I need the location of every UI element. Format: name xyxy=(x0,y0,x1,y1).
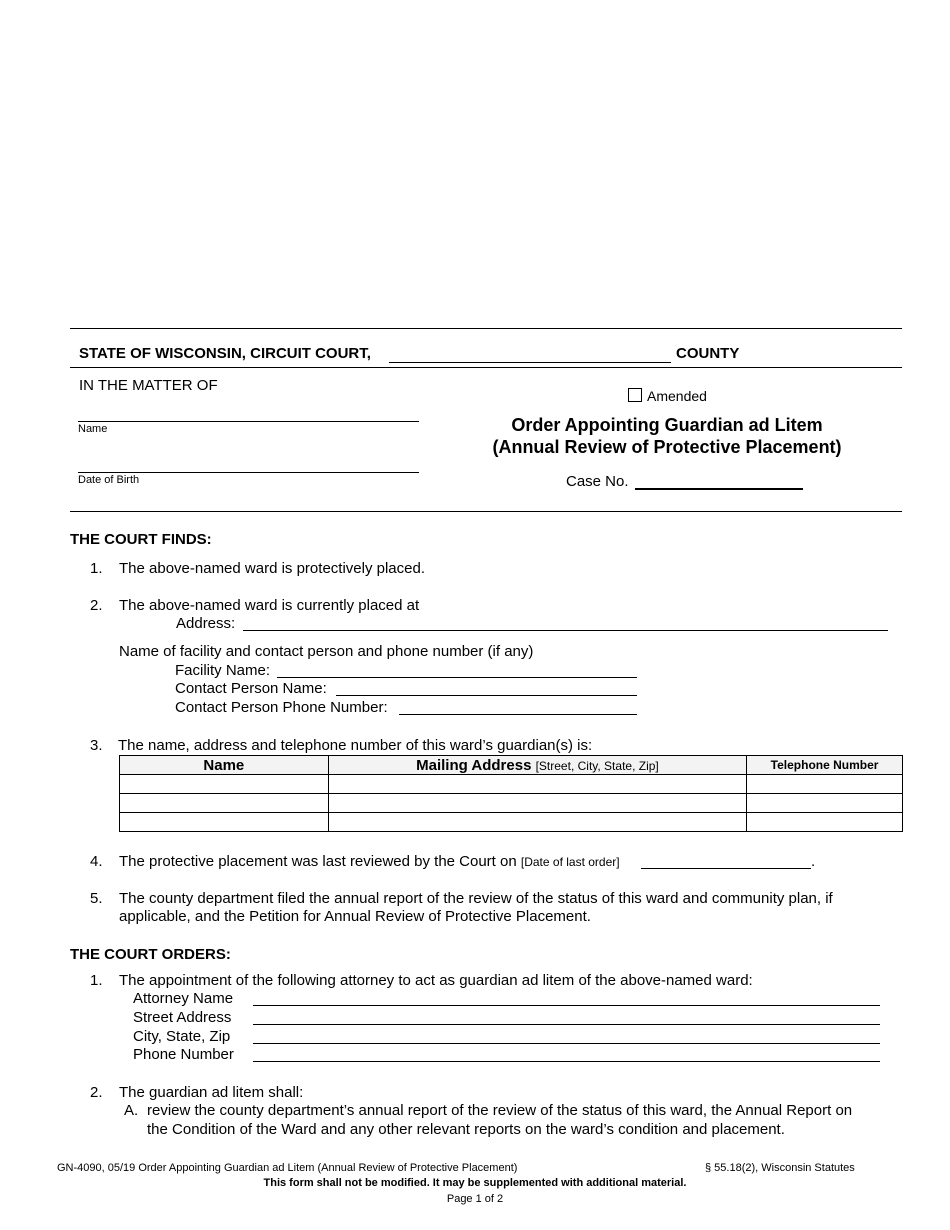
table-cell[interactable] xyxy=(328,775,746,794)
footer-notice: This form shall not be modified. It may be supplemented with additional material. xyxy=(263,1177,687,1189)
caption-rule xyxy=(70,367,902,368)
street-address-field[interactable] xyxy=(253,1024,880,1025)
finds-item4-text: The protective placement was last reviewed by the Court on xyxy=(119,853,517,870)
attorney-name-field[interactable] xyxy=(253,1005,880,1006)
amended-checkbox[interactable] xyxy=(628,388,642,402)
amended-option[interactable] xyxy=(628,388,707,404)
city-state-zip-field[interactable] xyxy=(253,1043,880,1044)
finds-item4-line xyxy=(119,853,620,870)
address-field[interactable] xyxy=(243,630,888,631)
col-address-hint: [Street, City, State, Zip] xyxy=(535,758,659,773)
orders-item2-text: The guardian ad litem shall: xyxy=(119,1084,304,1101)
dob-field[interactable] xyxy=(78,472,419,473)
table-cell[interactable] xyxy=(328,794,746,813)
facility-name-field[interactable] xyxy=(277,677,637,678)
guardian-table-header xyxy=(120,756,903,775)
table-cell[interactable] xyxy=(120,775,329,794)
table-row xyxy=(120,794,903,813)
orders-item2A-letter: A. xyxy=(124,1102,139,1119)
contact-name-label: Contact Person Name: xyxy=(175,680,327,697)
table-cell[interactable] xyxy=(747,775,903,794)
table-row xyxy=(120,813,903,832)
finds-item3-text: The name, address and telephone number of this ward’s guardian(s) is: xyxy=(118,737,593,754)
table-cell[interactable] xyxy=(747,813,903,832)
in-the-matter-label: IN THE MATTER OF xyxy=(79,377,218,394)
case-no-label: Case No. xyxy=(566,473,629,490)
finds-item2-number: 2. xyxy=(90,597,103,614)
phone-number-field[interactable] xyxy=(253,1061,880,1062)
orders-item2A-line1: review the county department’s annual report of the review of the status of this ward, the Annual Report on xyxy=(147,1102,853,1119)
court-orders-heading: THE COURT ORDERS: xyxy=(70,946,231,963)
footer-form-id: GN-4090, 05/19 Order Appointing Guardian ad Litem (Annual Review of Protective Placement) xyxy=(57,1162,518,1174)
finds-item3-number: 3. xyxy=(90,737,103,754)
table-row xyxy=(120,775,903,794)
contact-phone-label: Contact Person Phone Number: xyxy=(175,699,388,716)
form-title-line2: (Annual Review of Protective Placement) xyxy=(492,437,842,457)
orders-item2A-line2: the Condition of the Ward and any other relevant reports on the ward’s condition and placement. xyxy=(147,1121,785,1138)
orders-item1-number: 1. xyxy=(90,972,103,989)
table-cell[interactable] xyxy=(120,794,329,813)
finds-item5-line1: The county department filed the annual report of the review of the status of this ward and community plan, if xyxy=(119,890,833,907)
contact-phone-field[interactable] xyxy=(399,714,637,715)
phone-number-label: Phone Number xyxy=(133,1046,234,1063)
table-cell[interactable] xyxy=(120,813,329,832)
orders-item1-text: The appointment of the following attorney to act as guardian ad litem of the above-named ward: xyxy=(119,972,753,989)
finds-item5-line2: applicable, and the Petition for Annual Review of Protective Placement. xyxy=(119,908,591,925)
name-field[interactable] xyxy=(78,421,419,422)
finds-item1-number: 1. xyxy=(90,560,103,577)
street-address-label: Street Address xyxy=(133,1009,232,1026)
finds-item4-hint: [Date of last order] xyxy=(520,855,620,869)
name-label: Name xyxy=(78,423,108,435)
facility-intro: Name of facility and contact person and phone number (if any) xyxy=(119,643,534,660)
last-review-date-field[interactable] xyxy=(641,868,811,869)
finds-item2-text: The above-named ward is currently placed at xyxy=(119,597,420,614)
county-label: COUNTY xyxy=(676,345,740,362)
col-phone-header: Telephone Number xyxy=(747,756,903,775)
col-address-label: Mailing Address xyxy=(416,756,532,774)
finds-item5-number: 5. xyxy=(90,890,103,907)
address-label: Address: xyxy=(176,615,236,632)
case-no-field[interactable] xyxy=(635,488,803,490)
form-title-line1: Order Appointing Guardian ad Litem xyxy=(511,415,823,435)
table-cell[interactable] xyxy=(328,813,746,832)
footer-page-number: Page 1 of 2 xyxy=(446,1193,504,1205)
top-rule xyxy=(70,328,902,329)
court-finds-heading: THE COURT FINDS: xyxy=(70,531,212,548)
finds-item1-text: The above-named ward is protectively placed. xyxy=(119,560,425,577)
orders-item2-number: 2. xyxy=(90,1084,103,1101)
attorney-name-label: Attorney Name xyxy=(133,990,234,1007)
col-name-header: Name xyxy=(120,756,329,775)
amended-label: Amended xyxy=(647,388,707,404)
dob-label: Date of Birth xyxy=(78,474,140,486)
caption-bottom-rule xyxy=(70,511,902,512)
contact-name-field[interactable] xyxy=(336,695,637,696)
finds-item4-number: 4. xyxy=(90,853,103,870)
table-cell[interactable] xyxy=(747,794,903,813)
finds-item4-period: . xyxy=(811,853,816,870)
col-address-header xyxy=(328,756,746,775)
county-field[interactable] xyxy=(389,362,671,363)
city-state-zip-label: City, State, Zip xyxy=(133,1028,231,1045)
state-court-label: STATE OF WISCONSIN, CIRCUIT COURT, xyxy=(79,345,371,362)
guardian-table xyxy=(119,755,903,832)
footer-statute: § 55.18(2), Wisconsin Statutes xyxy=(705,1162,855,1174)
facility-name-label: Facility Name: xyxy=(175,662,271,679)
